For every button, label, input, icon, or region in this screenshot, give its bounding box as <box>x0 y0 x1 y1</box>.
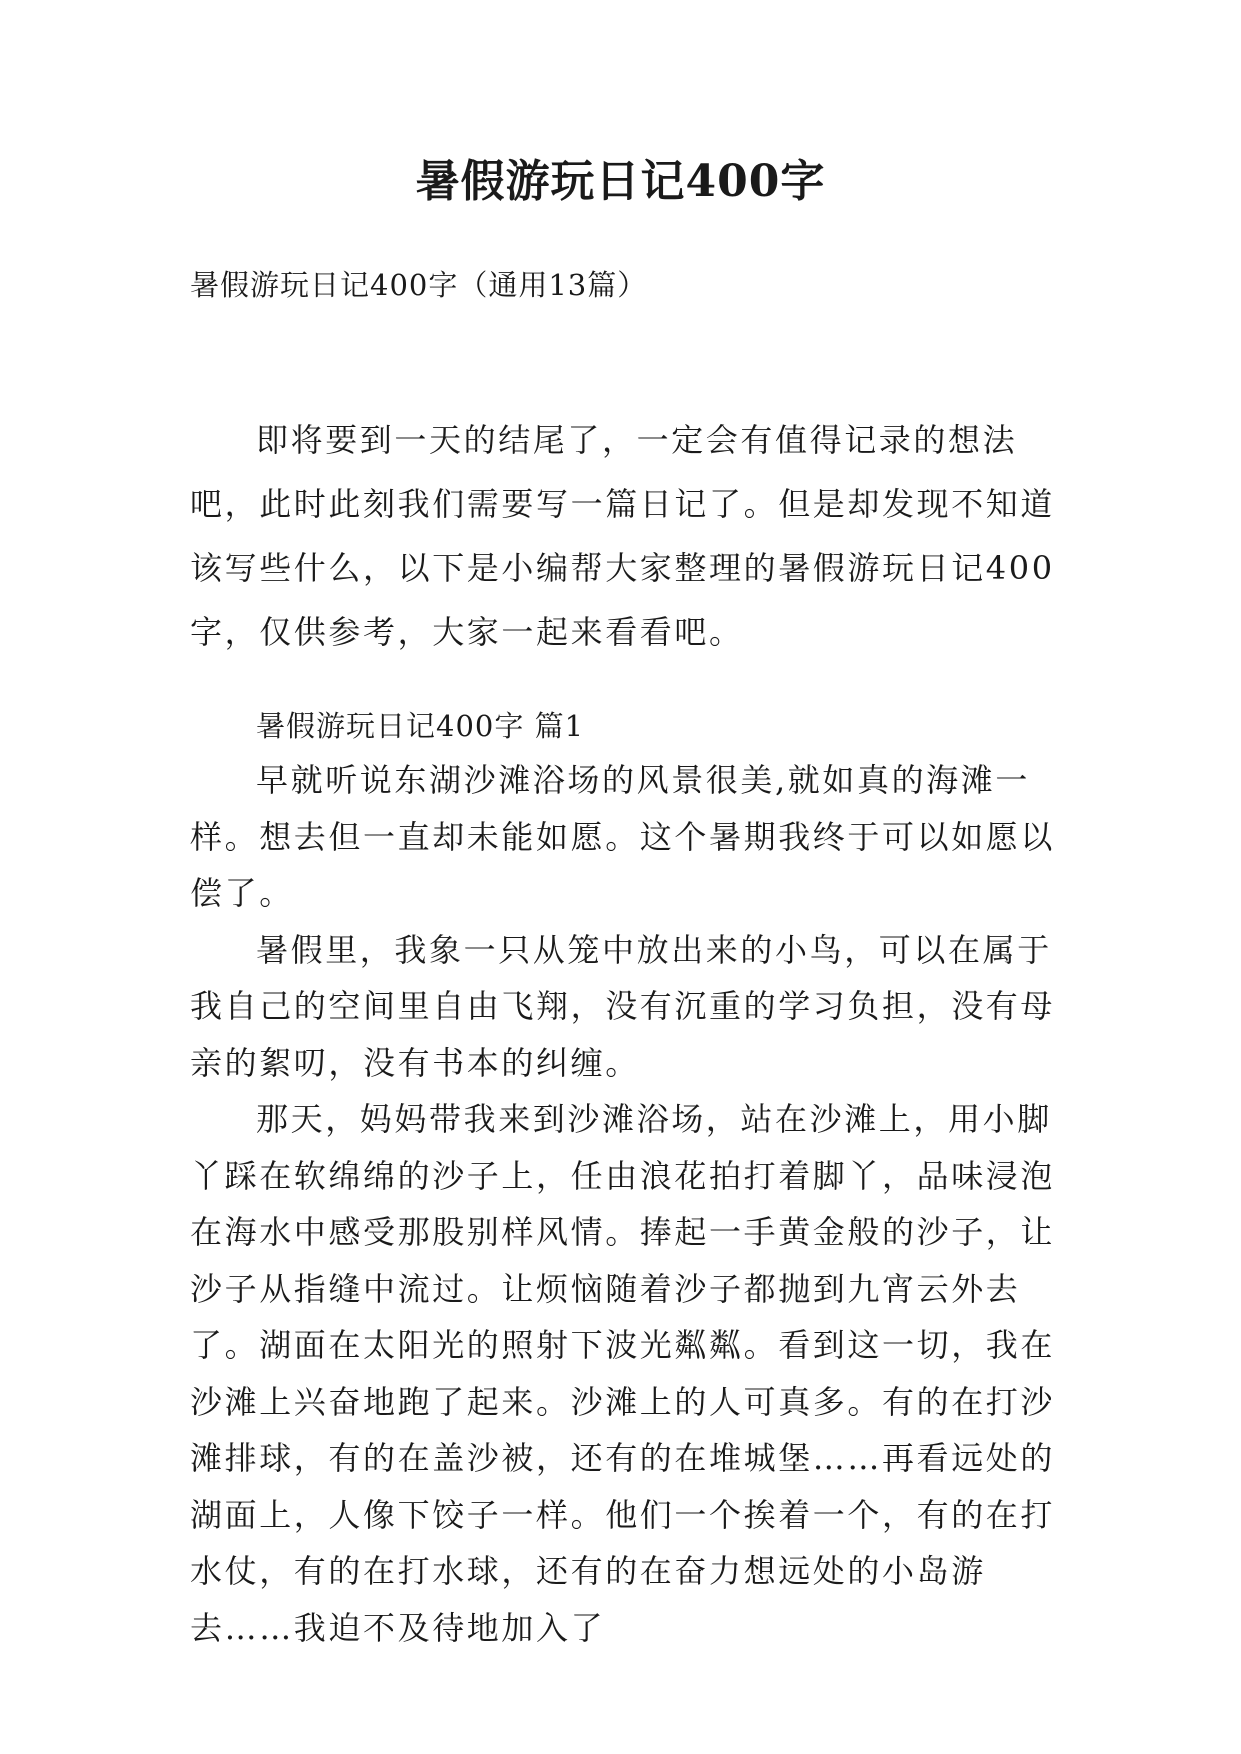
document-title: 暑假游玩日记400字 <box>415 156 826 207</box>
body-paragraph: 暑假里，我象一只从笼中放出来的小鸟，可以在属于我自己的空间里自由飞翔，没有沉重的学习负担，没有母亲的絮叨，没有书本的纠缠。 <box>190 930 1056 1082</box>
intro-paragraph: 即将要到一天的结尾了，一定会有值得记录的想法吧，此时此刻我们需要写一篇日记了。但是却发现不知道该写些什么，以下是小编帮大家整理的暑假游玩日记400字，仅供参考，大家一起来看看吧。 <box>190 421 1056 651</box>
body-paragraph: 早就听说东湖沙滩浴场的风景很美,就如真的海滩一样。想去但一直却未能如愿。这个暑期我终于可以如愿以偿了。 <box>190 761 1056 912</box>
section-heading: 暑假游玩日记400字 篇1 <box>256 709 585 743</box>
section-1 <box>190 700 1070 1656</box>
document-subtitle: 暑假游玩日记400字（通用13篇） <box>190 268 648 302</box>
body-paragraph: 那天，妈妈带我来到沙滩浴场，站在沙滩上，用小脚丫踩在软绵绵的沙子上，任由浪花拍打着脚丫，品味浸泡在海水中感受那股别样风情。捧起一手黄金般的沙子，让沙子从指缝中流过。让烦恼随着沙子都抛到九宵云外去了。湖面在太阳光的照射下波光粼粼。看到这一切，我在沙滩上兴奋地跑了起来。沙滩上的人可真多。有的在打沙滩排球，有的在盖沙被，还有的在堆城堡……再看远处的湖面上，人像下饺子一样。他们一个挨着一个，有的在打水仗，有的在打水球，还有的在奋力想远处的小岛游去……我迫不及待地加入了 <box>190 1100 1056 1647</box>
